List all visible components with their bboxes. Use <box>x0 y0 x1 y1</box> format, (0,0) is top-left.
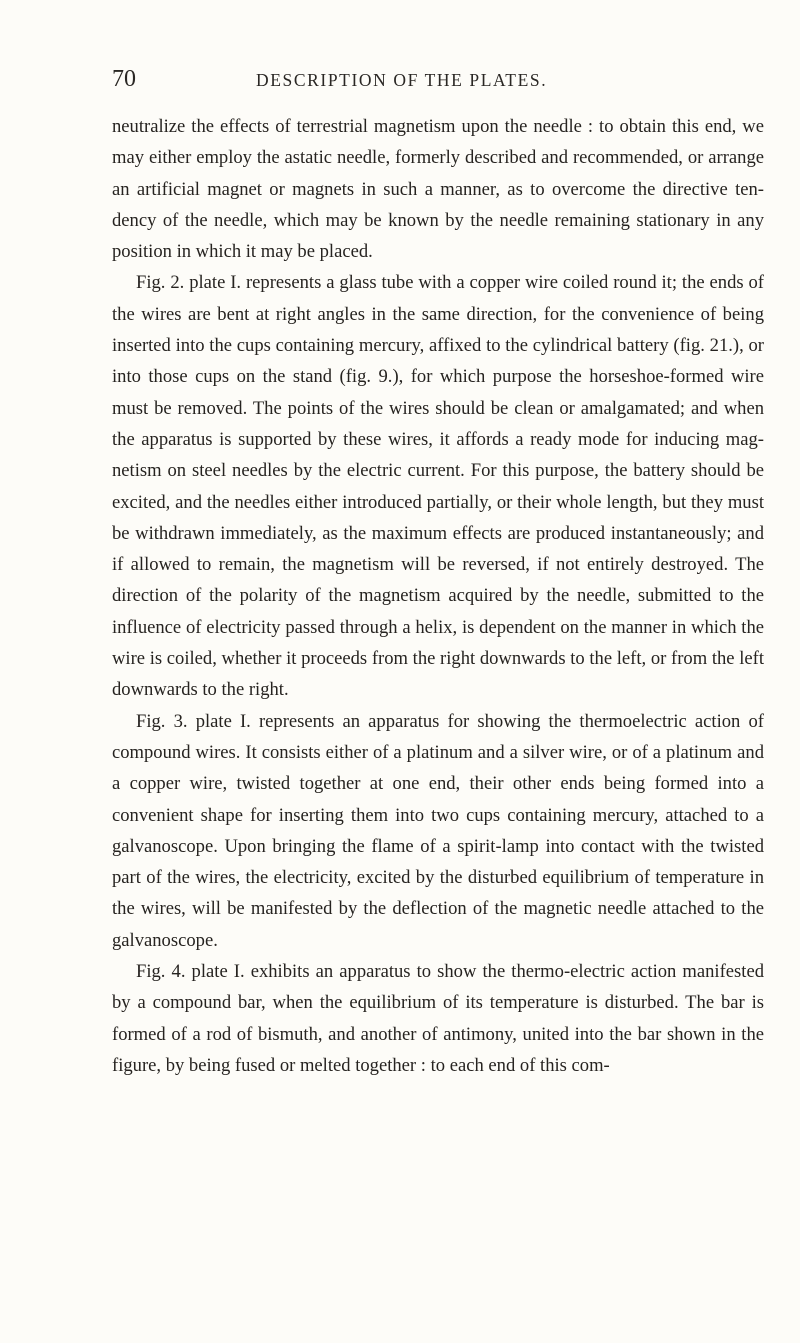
paragraph-fig-2: Fig. 2. plate I. represents a glass tube with a copper wire coiled round it; the ends of the wires are bent at right angles in the same direction, for the convenience of being inserted into the cups containing mercury, affixed to the cylindrical battery (fig. 21.), or into those cups on the stand (fig. 9.), for which purpose the horseshoe-formed wire must be removed. The points of the wires should be clean or amalgamated; and when the apparatus is supported by these wires, it affords a ready mode for inducing magnetism on steel needles by the electric current. For this purpose, the battery should be excited, and the needles either introduced partially, or their whole length, but they must be withdrawn immediately, as the maximum effects are produced instantaneously; and if allowed to remain, the magnetism will be reversed, if not entirely destroyed. The direction of the polarity of the magnetism acquired by the needle, submitted to the influence of electricity passed through a helix, is dependent on the manner in which the wire is coiled, whether it proceeds from the right downwards to the left, or from the left downwards to the right. <box>112 272 764 701</box>
paragraph-continuation: neutralize the effects of terrestrial magnetism upon the needle : to obtain this end, we may either employ the astatic needle, formerly described and recommended, or arrange an artificial magnet or magnets in such a manner, as to overcome the directive tendency of the needle, which may be known by the needle remaining stationary in any position in which it may be placed. <box>112 116 764 263</box>
page-header <box>112 66 762 96</box>
paragraph-fig-3: Fig. 3. plate I. represents an apparatus for showing the thermoelectric action of compound wires. It consists either of a platinum and a silver wire, or of a platinum and a copper wire, twisted together at one end, their other ends being formed into a convenient shape for inserting them into two cups containing mercury, attached to a galvanoscope. Upon bringing the flame of a spirit-lamp into contact with the twisted part of the wires, the electricity, excited by the disturbed equilibrium of temperature in the wires, will be manifested by the deflection of the magnetic needle attached to the galvanoscope. <box>112 710 764 951</box>
body-text <box>112 111 764 1081</box>
paragraph-fig-4: Fig. 4. plate I. exhibits an apparatus to show the thermo-electric action manifested by a compound bar, when the equilibrium of its temperature is disturbed. The bar is formed of a rod of bismuth, and another of antimony, united into the bar shown in the figure, by being fused or melted together : to each end of this com- <box>112 961 764 1076</box>
running-head: DESCRIPTION OF THE PLATES. <box>256 70 548 90</box>
page-number: 70 <box>112 66 136 92</box>
